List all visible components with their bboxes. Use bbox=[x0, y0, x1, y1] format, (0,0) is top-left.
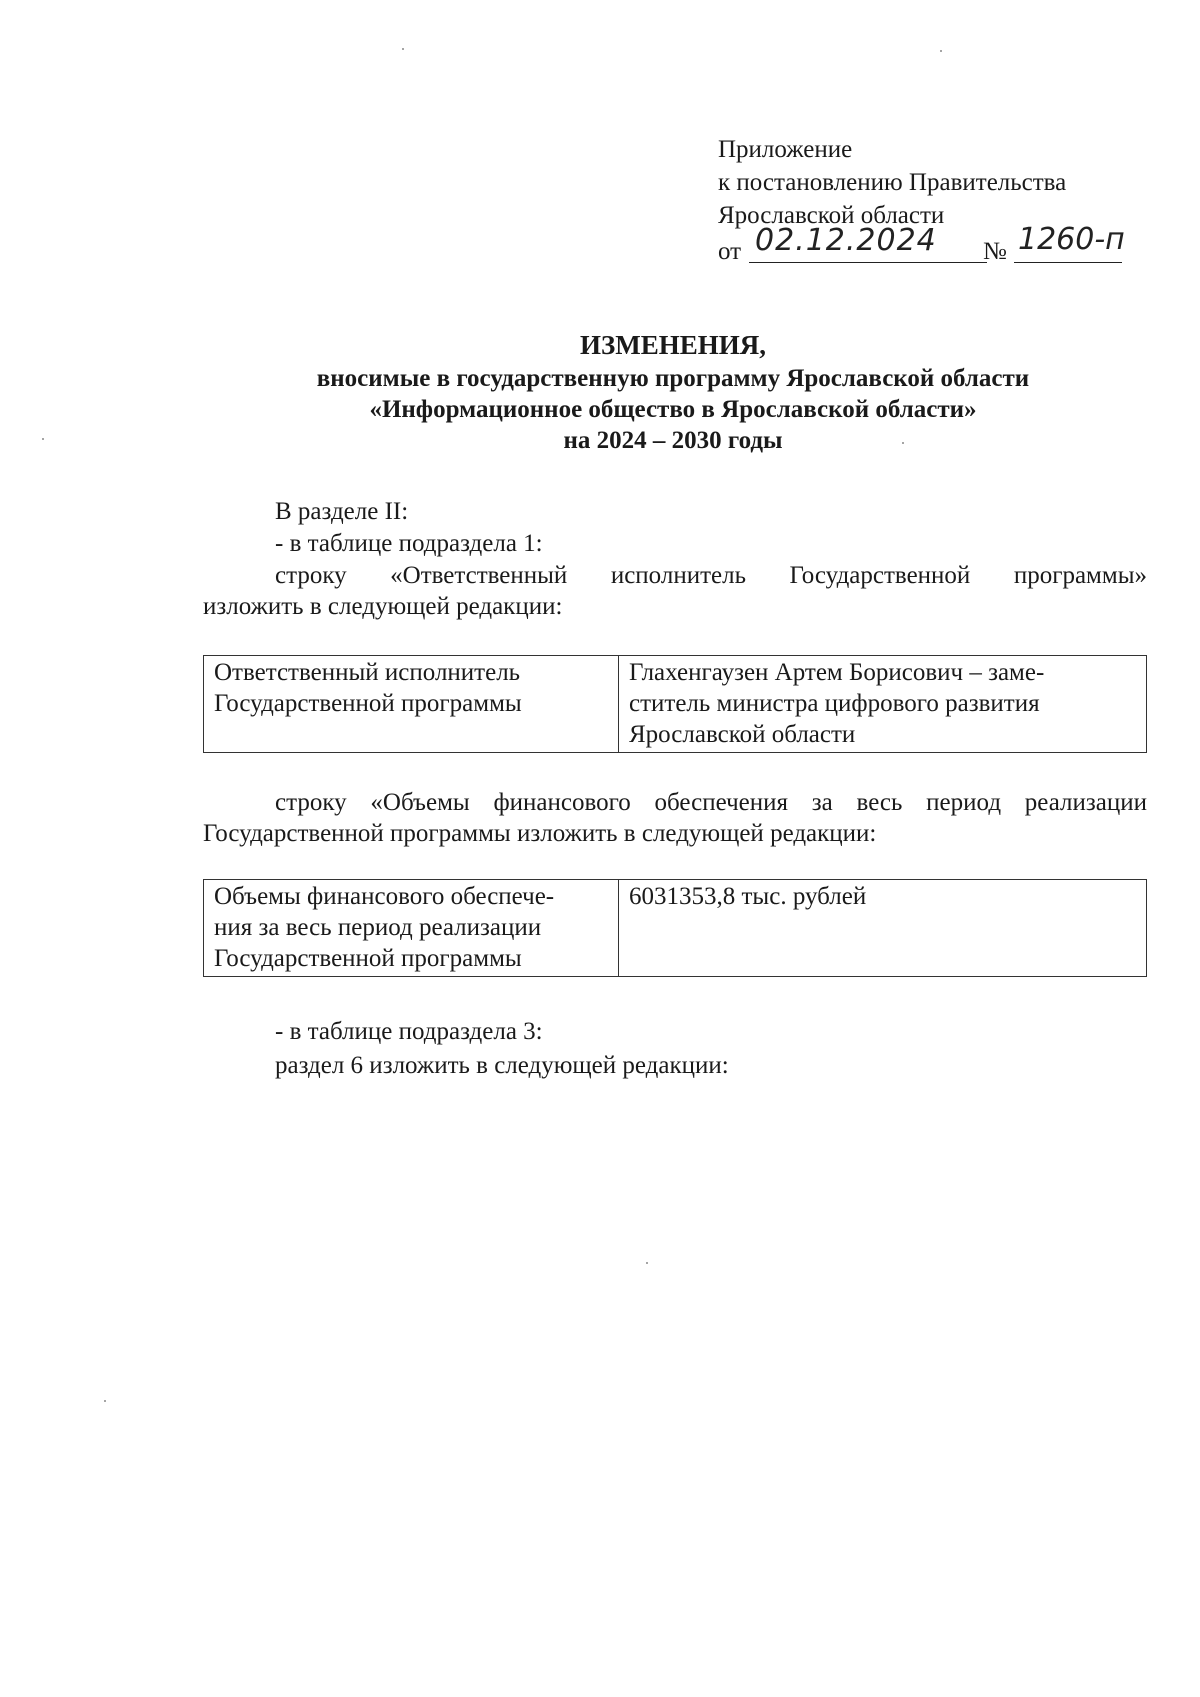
table-funding-volume bbox=[203, 879, 1147, 977]
row1-instruction-line1: строку «Ответственный исполнитель Государственной программы» bbox=[275, 562, 1147, 589]
cell-text: Глахенгаузен Артем Борисович – заме- bbox=[629, 659, 1045, 686]
section-6-instruction: раздел 6 изложить в следующей редакции: bbox=[275, 1052, 729, 1079]
appendix-resolution: к постановлению Правительства bbox=[718, 169, 1067, 196]
date-number-line bbox=[718, 222, 1125, 268]
row1-instruction-line2: изложить в следующей редакции: bbox=[203, 593, 563, 620]
number-prefix: № bbox=[983, 238, 1007, 265]
cell-text: Объемы финансового обеспече- bbox=[214, 883, 555, 910]
scan-speck bbox=[902, 442, 904, 444]
scan-speck bbox=[940, 50, 942, 52]
row2-instruction bbox=[203, 787, 1147, 849]
row2-instruction-line2: Государственной программы изложить в следующей редакции: bbox=[203, 820, 877, 847]
scan-speck bbox=[42, 438, 44, 440]
table-cell-label bbox=[204, 880, 619, 977]
cell-text: Государственной программы bbox=[214, 945, 522, 972]
row2-instruction-line1: строку «Объемы финансового обеспечения за весь период реализации bbox=[275, 789, 1147, 816]
title-line-4: на 2024 – 2030 годы bbox=[563, 427, 783, 454]
appendix-region: Ярославской области bbox=[718, 202, 945, 229]
document-title bbox=[200, 330, 1146, 456]
table-row bbox=[204, 880, 1147, 977]
appendix-block bbox=[718, 133, 1125, 268]
handwritten-date: 02.12.2024 bbox=[755, 223, 937, 258]
date-field bbox=[749, 223, 987, 263]
row1-instruction bbox=[203, 560, 1147, 622]
cell-text: 6031353,8 тыс. рублей bbox=[629, 883, 867, 910]
table-cell-label bbox=[204, 656, 619, 753]
subsection-1-intro: - в таблице подраздела 1: bbox=[275, 530, 543, 557]
date-prefix: от bbox=[718, 238, 742, 265]
table-row bbox=[204, 656, 1147, 753]
scan-speck bbox=[402, 48, 404, 50]
cell-text: Государственной программы bbox=[214, 690, 522, 717]
handwritten-number: 1260-п bbox=[1018, 222, 1125, 257]
cell-text: Ярославской области bbox=[629, 721, 856, 748]
title-line-3: «Информационное общество в Ярославской области» bbox=[369, 396, 977, 423]
table-responsible-executor bbox=[203, 655, 1147, 753]
cell-text: ния за весь период реализации bbox=[214, 914, 542, 941]
number-field bbox=[1014, 222, 1125, 263]
scan-speck bbox=[104, 1400, 106, 1402]
table-cell-value bbox=[619, 880, 1147, 977]
appendix-label: Приложение bbox=[718, 136, 853, 163]
cell-text: ститель министра цифрового развития bbox=[629, 690, 1040, 717]
title-main: ИЗМЕНЕНИЯ, bbox=[579, 330, 766, 360]
title-line-2: вносимые в государственную программу Ярославской области bbox=[316, 365, 1030, 392]
subsection-3-intro: - в таблице подраздела 3: bbox=[275, 1018, 543, 1045]
table-cell-value bbox=[619, 656, 1147, 753]
section-intro: В разделе II: bbox=[275, 498, 409, 525]
scan-speck bbox=[646, 1262, 648, 1264]
cell-text: Ответственный исполнитель bbox=[214, 659, 521, 686]
